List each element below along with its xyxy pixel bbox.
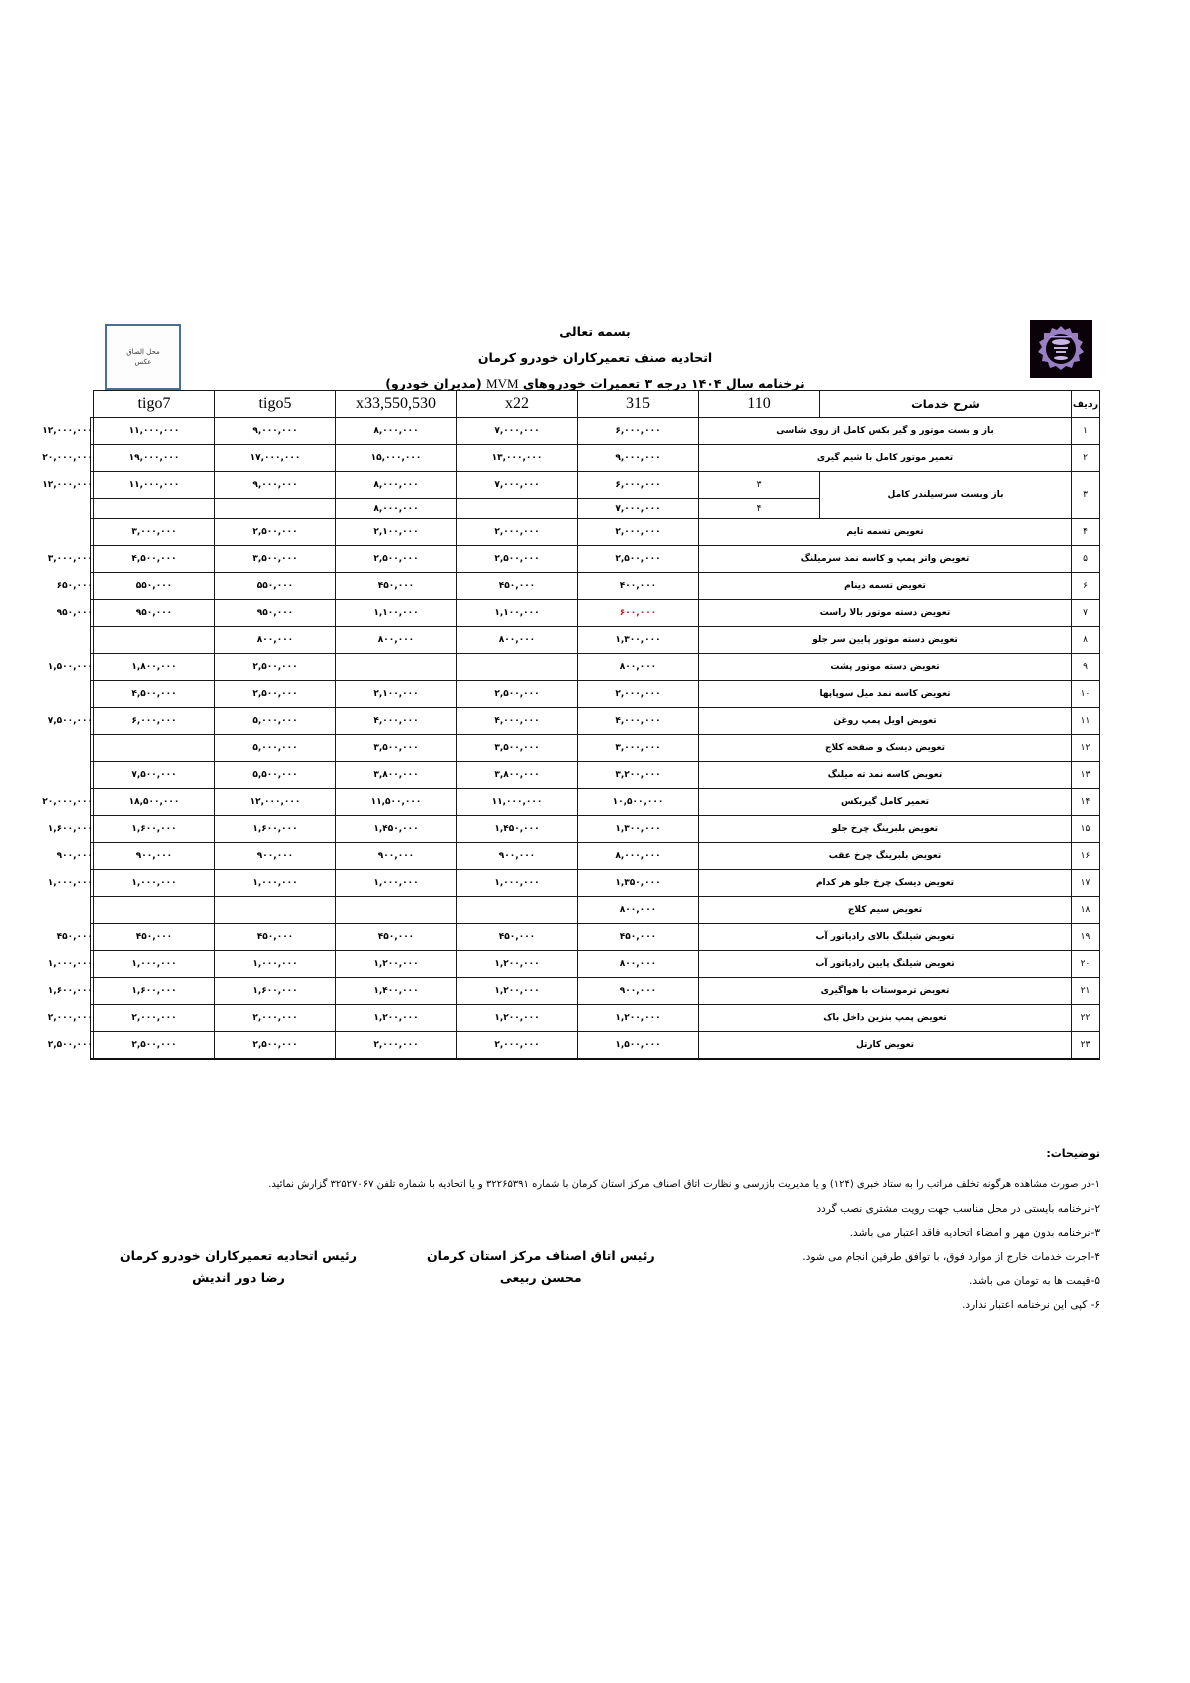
cell-price-x33: ۲,۵۰۰,۰۰۰ — [215, 1032, 336, 1059]
rate-sheet-title-part-a: نرخنامه سال ۱۴۰۴ درجه ۳ تعمیرات خودروهای — [518, 376, 805, 391]
cell-price-m110: ۸,۰۰۰,۰۰۰ — [578, 843, 699, 870]
cell-description: تعویض شیلنگ بالای رادیاتور آب — [699, 924, 1072, 951]
cell-price-m315: ۱,۴۵۰,۰۰۰ — [457, 816, 578, 843]
table-row — [91, 654, 1100, 681]
cell-price-x33: ۵۵۰,۰۰۰ — [215, 573, 336, 600]
cell-price-tigo5: ۱۸,۵۰۰,۰۰۰ — [94, 789, 215, 816]
cell-description: تعویض دیسک و صفحه کلاج — [699, 735, 1072, 762]
table-row — [91, 600, 1100, 627]
table-row — [91, 681, 1100, 708]
table-row — [91, 472, 1100, 499]
cell-description: تعویض سیم کلاج — [699, 897, 1072, 924]
cell-price-m315: ۲,۵۰۰,۰۰۰ — [457, 546, 578, 573]
cell-description: تعمیر موتور کامل با شیم گیری — [699, 445, 1072, 472]
cell-radif: ۸ — [1072, 627, 1100, 654]
cell-price-m315: ۲,۰۰۰,۰۰۰ — [457, 1032, 578, 1059]
cell-price-tigo7: ۲۰,۰۰۰,۰۰۰ — [91, 445, 94, 472]
cell-description: تعویض ترموستات با هواگیری — [699, 978, 1072, 1005]
table-row — [91, 519, 1100, 546]
cell-price-x22: ۲,۰۰۰,۰۰۰ — [336, 1032, 457, 1059]
cell-price-x33: ۳,۵۰۰,۰۰۰ — [215, 546, 336, 573]
cell-radif: ۱۰ — [1072, 681, 1100, 708]
cell-radif: ۹ — [1072, 654, 1100, 681]
rate-sheet-title-part-c: (مدیران خودرو) — [385, 376, 487, 391]
cell-price-tigo7: ۲,۵۰۰,۰۰۰ — [91, 1032, 94, 1059]
table-row — [91, 735, 1100, 762]
cell-price-x22: ۲,۱۰۰,۰۰۰ — [336, 681, 457, 708]
cell-price-x22: ۲,۵۰۰,۰۰۰ — [336, 546, 457, 573]
table-row — [91, 708, 1100, 735]
table-row — [91, 897, 1100, 924]
col-header-tigo7: tigo7 — [94, 391, 215, 418]
cell-price-m315 — [457, 499, 578, 519]
cell-price-x22: ۸,۰۰۰,۰۰۰ — [336, 472, 457, 499]
cell-price-x22: ۴۵۰,۰۰۰ — [336, 573, 457, 600]
note-item: ۵-قیمت ها به تومان می باشد. — [969, 1275, 1100, 1288]
cell-price-tigo7: ۱۲,۰۰۰,۰۰۰ — [91, 418, 94, 445]
cell-price-m110: ۱,۳۰۰,۰۰۰ — [578, 816, 699, 843]
cell-price-m315: ۱,۲۰۰,۰۰۰ — [457, 978, 578, 1005]
table-row — [91, 789, 1100, 816]
cell-description: تعویض دسته موتور پایین سر جلو — [699, 627, 1072, 654]
cell-price-m315: ۸۰۰,۰۰۰ — [457, 627, 578, 654]
cell-price-tigo5: ۱,۶۰۰,۰۰۰ — [94, 816, 215, 843]
cell-description: تعمیر کامل گیربکس — [699, 789, 1072, 816]
cell-price-x33: ۸۰۰,۰۰۰ — [215, 627, 336, 654]
cell-radif: ۱۷ — [1072, 870, 1100, 897]
cell-price-tigo5 — [94, 499, 215, 519]
signature-row — [120, 1245, 720, 1289]
cell-price-tigo7 — [91, 762, 94, 789]
cell-price-x22: ۳,۸۰۰,۰۰۰ — [336, 762, 457, 789]
cell-price-tigo5: ۱۱,۰۰۰,۰۰۰ — [94, 418, 215, 445]
cell-price-m110: ۲,۰۰۰,۰۰۰ — [578, 681, 699, 708]
union-name-title: اتحادیه صنف تعمیرکاران خودرو کرمان — [477, 350, 713, 365]
rates-table-body — [42, 418, 1100, 1059]
cell-radif: ۱۱ — [1072, 708, 1100, 735]
col-header-110: 110 — [699, 391, 820, 418]
cell-radif: ۱۴ — [1072, 789, 1100, 816]
cell-price-m110: ۱,۳۰۰,۰۰۰ — [578, 627, 699, 654]
cell-price-tigo5: ۱,۸۰۰,۰۰۰ — [94, 654, 215, 681]
cell-description: باز و بست موتور و گیر بکس کامل از روی شاسی — [699, 418, 1072, 445]
note-item: ۳-نرخنامه بدون مهر و امضاء اتحادیه فاقد اعتبار می باشد. — [849, 1226, 1100, 1239]
cell-description: تعویض اویل پمپ روغن — [699, 708, 1072, 735]
signature-block — [427, 1245, 655, 1289]
cell-price-m315: ۱,۲۰۰,۰۰۰ — [457, 951, 578, 978]
cell-price-x33: ۲,۰۰۰,۰۰۰ — [215, 1005, 336, 1032]
cell-price-m110: ۹۰۰,۰۰۰ — [578, 978, 699, 1005]
cell-price-m110: ۷,۰۰۰,۰۰۰ — [578, 499, 699, 519]
col-header-tigo5: tigo5 — [215, 391, 336, 418]
cell-price-tigo5: ۷,۵۰۰,۰۰۰ — [94, 762, 215, 789]
cell-radif: ۲۰ — [1072, 951, 1100, 978]
cell-price-m110: ۱۰,۵۰۰,۰۰۰ — [578, 789, 699, 816]
cell-description: تعویض شیلنگ پایین رادیاتور آب — [699, 951, 1072, 978]
cell-price-x33: ۴۵۰,۰۰۰ — [215, 924, 336, 951]
cell-price-m315: ۷,۰۰۰,۰۰۰ — [457, 418, 578, 445]
note-item: ۴-اجرت خدمات خارج از موارد فوق، با توافق طرفین انجام می شود. — [802, 1250, 1100, 1263]
col-header-x22: x22 — [457, 391, 578, 418]
cell-description: تعویض تسمه دینام — [699, 573, 1072, 600]
cell-price-tigo7: ۶۵۰,۰۰۰ — [91, 573, 94, 600]
cell-price-m315: ۱,۲۰۰,۰۰۰ — [457, 1005, 578, 1032]
table-row — [91, 445, 1100, 472]
cell-price-x33: ۹,۰۰۰,۰۰۰ — [215, 418, 336, 445]
signature-name: رضا دور اندیش — [192, 1269, 285, 1285]
table-row — [91, 843, 1100, 870]
table-row — [91, 1005, 1100, 1032]
gear-icon — [1032, 322, 1090, 376]
cell-price-m110: ۲,۰۰۰,۰۰۰ — [578, 519, 699, 546]
cell-price-x33: ۱,۶۰۰,۰۰۰ — [215, 978, 336, 1005]
cell-price-m315: ۴,۰۰۰,۰۰۰ — [457, 708, 578, 735]
cell-radif: ۱۳ — [1072, 762, 1100, 789]
cell-price-x33: ۲,۵۰۰,۰۰۰ — [215, 654, 336, 681]
note-item: ۲-نرخنامه بایستی در محل مناسب جهت رویت مشتری نصب گردد — [816, 1202, 1100, 1215]
cell-price-tigo5: ۱,۰۰۰,۰۰۰ — [94, 870, 215, 897]
cell-price-m110: ۲,۵۰۰,۰۰۰ — [578, 546, 699, 573]
cell-description: تعویض کارتل — [699, 1032, 1072, 1059]
cell-price-x22: ۴,۰۰۰,۰۰۰ — [336, 708, 457, 735]
cell-price-x22: ۱,۰۰۰,۰۰۰ — [336, 870, 457, 897]
cell-price-tigo7: ۷,۵۰۰,۰۰۰ — [91, 708, 94, 735]
cell-price-tigo5: ۴۵۰,۰۰۰ — [94, 924, 215, 951]
cell-price-x33: ۲,۵۰۰,۰۰۰ — [215, 681, 336, 708]
cell-cylinder-count: ۳ — [699, 472, 820, 499]
union-emblem-logo — [1030, 320, 1092, 378]
cell-price-m110: ۱,۲۰۰,۰۰۰ — [578, 1005, 699, 1032]
cell-price-x33: ۱۲,۰۰۰,۰۰۰ — [215, 789, 336, 816]
cell-price-x33: ۱۷,۰۰۰,۰۰۰ — [215, 445, 336, 472]
cell-price-x22: ۸,۰۰۰,۰۰۰ — [336, 499, 457, 519]
table-row — [91, 924, 1100, 951]
cell-price-x33: ۵,۵۰۰,۰۰۰ — [215, 762, 336, 789]
cell-price-m315: ۲,۵۰۰,۰۰۰ — [457, 681, 578, 708]
cell-price-m110: ۶,۰۰۰,۰۰۰ — [578, 418, 699, 445]
cell-price-m110: ۴۰۰,۰۰۰ — [578, 573, 699, 600]
cell-price-tigo7 — [91, 681, 94, 708]
cell-price-m110: ۳,۲۰۰,۰۰۰ — [578, 762, 699, 789]
cell-description: تعویض پمپ بنزین داخل باک — [699, 1005, 1072, 1032]
table-row — [91, 816, 1100, 843]
cell-price-m315: ۳,۵۰۰,۰۰۰ — [457, 735, 578, 762]
table-row — [91, 627, 1100, 654]
cell-price-tigo7 — [91, 519, 94, 546]
cell-price-m315: ۱۳,۰۰۰,۰۰۰ — [457, 445, 578, 472]
cell-price-m315: ۳,۸۰۰,۰۰۰ — [457, 762, 578, 789]
cell-price-x22: ۱,۲۰۰,۰۰۰ — [336, 1005, 457, 1032]
photo-box-line-2: عکس — [134, 358, 152, 366]
cell-radif: ۱۸ — [1072, 897, 1100, 924]
cell-price-x22: ۱,۲۰۰,۰۰۰ — [336, 951, 457, 978]
cell-price-m315 — [457, 897, 578, 924]
cell-price-m110: ۱,۵۰۰,۰۰۰ — [578, 1032, 699, 1059]
cell-description: تعویض بلبرینگ چرخ عقب — [699, 843, 1072, 870]
col-header-radif: ردیف — [1072, 391, 1100, 418]
cell-description: تعویض دیسک چرخ جلو هر کدام — [699, 870, 1072, 897]
cell-price-x33: ۵,۰۰۰,۰۰۰ — [215, 708, 336, 735]
cell-price-m110: ۹,۰۰۰,۰۰۰ — [578, 445, 699, 472]
cell-radif: ۲۳ — [1072, 1032, 1100, 1059]
cell-price-x22: ۸۰۰,۰۰۰ — [336, 627, 457, 654]
cell-price-m110: ۳,۰۰۰,۰۰۰ — [578, 735, 699, 762]
cell-price-tigo7: ۲,۰۰۰,۰۰۰ — [91, 1005, 94, 1032]
cell-price-tigo5 — [94, 897, 215, 924]
cell-price-tigo7 — [91, 897, 94, 924]
cell-price-m315: ۱,۱۰۰,۰۰۰ — [457, 600, 578, 627]
cell-price-m315: ۷,۰۰۰,۰۰۰ — [457, 472, 578, 499]
cell-price-m315 — [457, 654, 578, 681]
cell-price-tigo5: ۴,۵۰۰,۰۰۰ — [94, 546, 215, 573]
cell-radif: ۱ — [1072, 418, 1100, 445]
cell-price-tigo5: ۳,۰۰۰,۰۰۰ — [94, 519, 215, 546]
cell-price-x33: ۹۵۰,۰۰۰ — [215, 600, 336, 627]
cell-price-x33: ۱,۶۰۰,۰۰۰ — [215, 816, 336, 843]
cell-price-tigo7: ۱,۰۰۰,۰۰۰ — [91, 870, 94, 897]
cell-cylinder-count: ۴ — [699, 499, 820, 519]
table-row — [91, 418, 1100, 445]
cell-price-tigo7: ۳,۰۰۰,۰۰۰ — [91, 546, 94, 573]
cell-price-x22 — [336, 897, 457, 924]
cell-price-x22: ۳,۵۰۰,۰۰۰ — [336, 735, 457, 762]
cell-description: تعویض بلبرینگ چرخ جلو — [699, 816, 1072, 843]
cell-price-x33 — [215, 897, 336, 924]
cell-price-tigo5: ۱,۰۰۰,۰۰۰ — [94, 951, 215, 978]
rates-table — [42, 390, 1100, 1060]
cell-radif: ۱۹ — [1072, 924, 1100, 951]
signature-block — [120, 1245, 357, 1289]
cell-price-m110: ۸۰۰,۰۰۰ — [578, 897, 699, 924]
cell-price-tigo5: ۱,۶۰۰,۰۰۰ — [94, 978, 215, 1005]
cell-price-m110: ۴۵۰,۰۰۰ — [578, 924, 699, 951]
rate-sheet-title-brand: MVM — [486, 376, 519, 391]
cell-price-x33: ۱,۰۰۰,۰۰۰ — [215, 951, 336, 978]
cell-price-tigo5: ۲,۰۰۰,۰۰۰ — [94, 1005, 215, 1032]
cell-price-tigo7: ۹۰۰,۰۰۰ — [91, 843, 94, 870]
cell-price-x22: ۱,۴۵۰,۰۰۰ — [336, 816, 457, 843]
cell-description: تعویض دسته موتور پشت — [699, 654, 1072, 681]
table-row — [91, 762, 1100, 789]
signature-title: رئیس اتاق اصناف مرکز استان کرمان — [426, 1248, 655, 1263]
cell-description: تعویض کاسه نمد ته میلنگ — [699, 762, 1072, 789]
cell-price-x22: ۴۵۰,۰۰۰ — [336, 924, 457, 951]
cell-description: تعویض تسمه تایم — [699, 519, 1072, 546]
cell-radif: ۵ — [1072, 546, 1100, 573]
cell-price-tigo7 — [91, 735, 94, 762]
cell-price-tigo5: ۵۵۰,۰۰۰ — [94, 573, 215, 600]
cell-price-tigo5: ۶,۰۰۰,۰۰۰ — [94, 708, 215, 735]
cell-price-tigo7: ۱,۶۰۰,۰۰۰ — [91, 816, 94, 843]
cell-description: تعویض کاسه نمد میل سوپاپها — [699, 681, 1072, 708]
cell-price-x22: ۱۱,۵۰۰,۰۰۰ — [336, 789, 457, 816]
cell-price-m315: ۹۰۰,۰۰۰ — [457, 843, 578, 870]
cell-price-x22: ۱۵,۰۰۰,۰۰۰ — [336, 445, 457, 472]
cell-price-x33: ۹,۰۰۰,۰۰۰ — [215, 472, 336, 499]
signature-title: رئیس اتحادیه تعمیرکاران خودرو کرمان — [120, 1248, 357, 1263]
cell-price-x33: ۵,۰۰۰,۰۰۰ — [215, 735, 336, 762]
cell-price-m110: ۸۰۰,۰۰۰ — [578, 951, 699, 978]
cell-radif: ۳ — [1072, 472, 1100, 519]
cell-price-tigo7: ۱,۶۰۰,۰۰۰ — [91, 978, 94, 1005]
cell-description: تعویض واتر پمپ و کاسه نمد سرمیلنگ — [699, 546, 1072, 573]
signature-name: محسن ربیعی — [499, 1269, 582, 1285]
cell-price-m110: ۸۰۰,۰۰۰ — [578, 654, 699, 681]
cell-price-tigo7 — [91, 627, 94, 654]
cell-price-m110: ۴,۰۰۰,۰۰۰ — [578, 708, 699, 735]
cell-description: تعویض دسته موتور بالا راست — [699, 600, 1072, 627]
header-title-group — [90, 318, 1100, 392]
cell-price-x22: ۹۰۰,۰۰۰ — [336, 843, 457, 870]
cell-price-tigo7: ۱,۰۰۰,۰۰۰ — [91, 951, 94, 978]
rates-table-head — [91, 391, 1100, 418]
cell-radif: ۶ — [1072, 573, 1100, 600]
cell-price-m315: ۴۵۰,۰۰۰ — [457, 573, 578, 600]
cell-price-x22: ۱,۴۰۰,۰۰۰ — [336, 978, 457, 1005]
cell-radif: ۲۲ — [1072, 1005, 1100, 1032]
table-row — [91, 978, 1100, 1005]
cell-price-tigo5: ۴,۵۰۰,۰۰۰ — [94, 681, 215, 708]
note-item: ۱-در صورت مشاهده هرگونه تخلف مراتب را به ستاد خبری (۱۲۴) و یا مدیریت بازرسی و نظارت اتاق اصناف مرکز استان کرمان با شماره ۳۲۲۶۵۳۹۱ و یا اتحادیه با شماره تلفن ۳۲۵۲۷۰۶۷ گزارش نمائید. — [268, 1179, 1100, 1190]
cell-radif: ۷ — [1072, 600, 1100, 627]
cell-radif: ۲ — [1072, 445, 1100, 472]
table-row — [91, 870, 1100, 897]
cell-price-tigo5 — [94, 627, 215, 654]
cell-price-x22: ۱,۱۰۰,۰۰۰ — [336, 600, 457, 627]
col-header-x33550530: x33,550,530 — [336, 391, 457, 418]
cell-price-tigo5: ۲,۵۰۰,۰۰۰ — [94, 1032, 215, 1059]
cell-radif: ۱۶ — [1072, 843, 1100, 870]
notes-heading: توضیحات: — [1046, 1147, 1100, 1160]
cell-price-m110: ۶۰۰,۰۰۰ — [578, 600, 699, 627]
cell-price-m315: ۱۱,۰۰۰,۰۰۰ — [457, 789, 578, 816]
cell-price-m315: ۱,۰۰۰,۰۰۰ — [457, 870, 578, 897]
cell-price-tigo5: ۱۹,۰۰۰,۰۰۰ — [94, 445, 215, 472]
document-header — [90, 318, 1100, 390]
cell-price-m110: ۱,۳۵۰,۰۰۰ — [578, 870, 699, 897]
cell-radif: ۲۱ — [1072, 978, 1100, 1005]
note-item: ۶- کپی این نرخنامه اعتبار ندارد. — [962, 1299, 1100, 1312]
cell-price-x33: ۱,۰۰۰,۰۰۰ — [215, 870, 336, 897]
photo-box-line-1: محل الصاق — [126, 347, 160, 356]
col-header-description: شرح خدمات — [820, 391, 1072, 418]
cell-price-x22: ۸,۰۰۰,۰۰۰ — [336, 418, 457, 445]
table-header-row — [91, 391, 1100, 418]
cell-price-m315: ۲,۰۰۰,۰۰۰ — [457, 519, 578, 546]
table-row — [91, 1032, 1100, 1059]
cell-price-x33 — [215, 499, 336, 519]
cell-price-tigo7: ۱,۵۰۰,۰۰۰ — [91, 654, 94, 681]
cell-price-x33: ۹۰۰,۰۰۰ — [215, 843, 336, 870]
cell-price-tigo5: ۱۱,۰۰۰,۰۰۰ — [94, 472, 215, 499]
cell-radif: ۱۵ — [1072, 816, 1100, 843]
cell-radif: ۴ — [1072, 519, 1100, 546]
cell-price-x33: ۲,۵۰۰,۰۰۰ — [215, 519, 336, 546]
table-row — [91, 951, 1100, 978]
besmele-title: بسمه تعالی — [559, 324, 631, 339]
cell-price-tigo7: ۹۵۰,۰۰۰ — [91, 600, 94, 627]
col-header-315: 315 — [578, 391, 699, 418]
cell-price-tigo5 — [94, 735, 215, 762]
cell-price-tigo5: ۹۵۰,۰۰۰ — [94, 600, 215, 627]
cell-price-tigo7: ۱۲,۰۰۰,۰۰۰ — [91, 472, 94, 499]
table-row — [91, 573, 1100, 600]
table-row — [91, 546, 1100, 573]
cell-description: باز وبست سرسیلندر کامل — [820, 472, 1072, 519]
cell-price-m315: ۴۵۰,۰۰۰ — [457, 924, 578, 951]
cell-price-x22: ۲,۱۰۰,۰۰۰ — [336, 519, 457, 546]
cell-price-x22 — [336, 654, 457, 681]
cell-price-tigo7 — [91, 499, 94, 519]
cell-price-tigo7: ۲۰,۰۰۰,۰۰۰ — [91, 789, 94, 816]
cell-price-tigo7: ۴۵۰,۰۰۰ — [91, 924, 94, 951]
cell-price-m110: ۶,۰۰۰,۰۰۰ — [578, 472, 699, 499]
cell-radif: ۱۲ — [1072, 735, 1100, 762]
cell-price-tigo5: ۹۰۰,۰۰۰ — [94, 843, 215, 870]
